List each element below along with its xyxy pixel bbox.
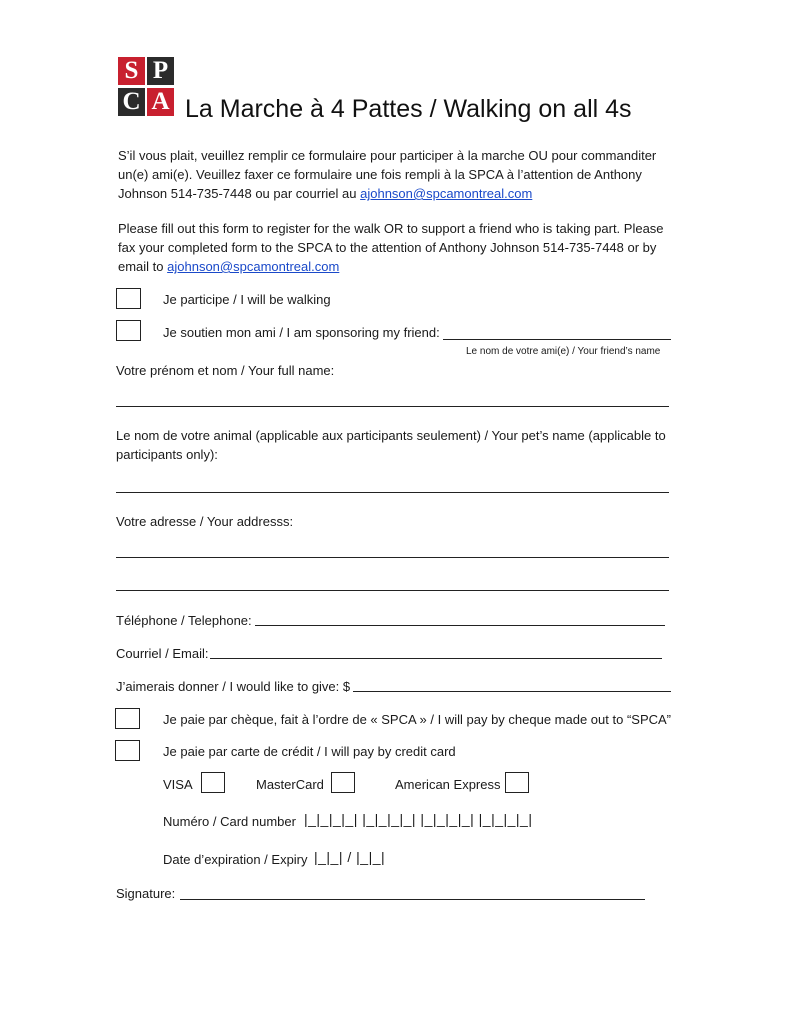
pet-name-label: Le nom de votre animal (applicable aux participants seulement) / Your pet’s name (applicable to participants only):: [116, 428, 666, 462]
intro-english-text: Please fill out this form to register for the walk OR to support a friend who is taking part. Please fax your completed form to the SPCA to the attention of Anthony Johnson 514-735-7448 or by email to: [118, 221, 664, 274]
card-number-field[interactable]: |_|_|_|_| |_|_|_|_| |_|_|_|_| |_|_|_|_|: [304, 811, 533, 827]
telephone-field[interactable]: [255, 625, 665, 626]
amex-checkbox[interactable]: [505, 772, 529, 793]
expiry-field[interactable]: |_|_| / |_|_|: [314, 849, 386, 865]
full-name-label: Votre prénom et nom / Your full name:: [116, 363, 335, 378]
friend-name-hint: Le nom de votre ami(e) / Your friend’s name: [466, 346, 661, 357]
expiry-label: Date d’expiration / Expiry: [163, 852, 308, 867]
friend-name-field[interactable]: [443, 339, 671, 340]
visa-checkbox[interactable]: [201, 772, 225, 793]
telephone-label: Téléphone / Telephone:: [116, 613, 252, 628]
pet-name-field[interactable]: [116, 492, 669, 493]
walking-label: Je participe / I will be walking: [163, 292, 331, 307]
signature-label: Signature:: [116, 886, 176, 901]
credit-card-label: Je paie par carte de crédit / I will pay by credit card: [163, 744, 456, 759]
amex-label: American Express: [395, 777, 501, 792]
logo-letter-s: S: [118, 57, 145, 85]
cheque-label: Je paie par chèque, fait à l’ordre de « SPCA » / I will pay by cheque made out to “SPCA”: [163, 712, 672, 727]
intro-english-email-link[interactable]: ajohnson@spcamontreal.com: [167, 259, 340, 274]
walking-checkbox[interactable]: [116, 288, 141, 309]
logo-letter-a: A: [147, 88, 174, 116]
intro-french-email-link[interactable]: ajohnson@spcamontreal.com: [360, 186, 533, 201]
address-field-line-1[interactable]: [116, 557, 669, 558]
donation-label: J’aimerais donner / I would like to give: $: [116, 679, 351, 694]
full-name-field[interactable]: [116, 406, 669, 407]
email-field[interactable]: [210, 658, 662, 659]
address-field-line-2[interactable]: [116, 590, 669, 591]
mastercard-label: MasterCard: [256, 777, 324, 792]
spca-logo: [118, 57, 174, 116]
sponsoring-label: Je soutien mon ami / I am sponsoring my friend:: [163, 325, 440, 340]
logo-letter-p: P: [147, 57, 174, 85]
visa-label: VISA: [163, 777, 193, 792]
intro-french: [118, 146, 678, 203]
intro-english: [118, 219, 678, 276]
mastercard-checkbox[interactable]: [331, 772, 355, 793]
intro-french-text: S’il vous plait, veuillez remplir ce formulaire pour participer à la marche OU pour commanditer un(e) ami(e). Veuillez faxer ce formulaire une fois rempli à la SPCA à l’attention de Anthony Johnson 514-735-7448 ou par courriel au: [118, 148, 657, 201]
credit-card-checkbox[interactable]: [115, 740, 140, 761]
sponsoring-checkbox[interactable]: [116, 320, 141, 341]
cheque-checkbox[interactable]: [115, 708, 140, 729]
signature-field[interactable]: [180, 899, 645, 900]
email-label: Courriel / Email:: [116, 646, 209, 661]
donation-amount-field[interactable]: [353, 691, 671, 692]
logo-letter-c: C: [118, 88, 145, 116]
page-title: La Marche à 4 Pattes / Walking on all 4s: [185, 95, 632, 123]
card-number-label: Numéro / Card number: [163, 814, 296, 829]
address-label: Votre adresse / Your addresss:: [116, 514, 294, 529]
